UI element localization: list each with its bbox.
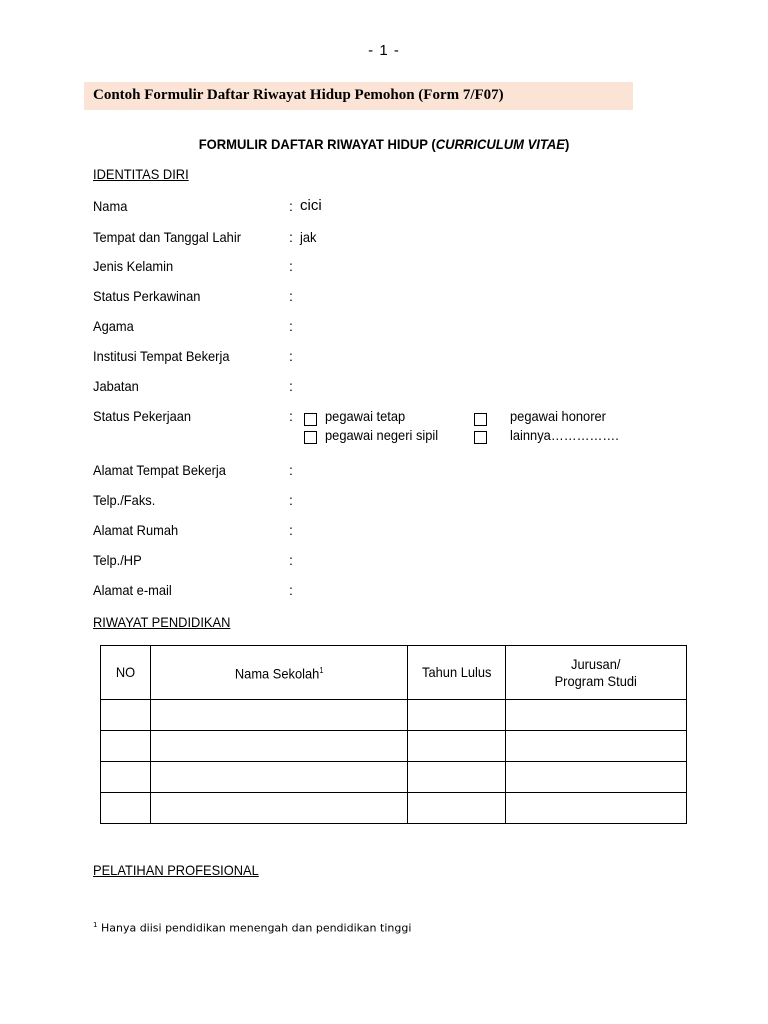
cell-tahun-lulus[interactable] bbox=[408, 700, 506, 731]
table-row bbox=[101, 793, 687, 824]
education-table bbox=[100, 645, 687, 824]
label-alamat-kerja: Alamat Tempat Bekerja bbox=[93, 462, 226, 478]
label-alamat-rumah: Alamat Rumah bbox=[93, 522, 179, 538]
option-pegawai-negeri-sipil: pegawai negeri sipil bbox=[325, 427, 439, 443]
header-tahun-lulus: Tahun Lulus bbox=[408, 646, 506, 700]
checkbox-pegawai-negeri-sipil[interactable] bbox=[304, 431, 317, 444]
cell-tahun-lulus[interactable] bbox=[408, 793, 506, 824]
colon-status-pekerjaan: : bbox=[289, 408, 293, 424]
section-pelatihan-profesional: PELATIHAN PROFESIONAL bbox=[93, 862, 259, 878]
table-row bbox=[101, 762, 687, 793]
header-no: NO bbox=[101, 646, 151, 700]
option-lainnya: lainnya……………. bbox=[510, 427, 619, 443]
value-ttl[interactable]: jak bbox=[300, 229, 317, 245]
label-nama: Nama bbox=[93, 198, 128, 214]
table-row bbox=[101, 700, 687, 731]
label-agama: Agama bbox=[93, 318, 134, 334]
table-header-row bbox=[101, 646, 687, 700]
checkbox-pegawai-honorer[interactable] bbox=[474, 413, 487, 426]
colon-jenis-kelamin: : bbox=[289, 258, 293, 274]
section-riwayat-pendidikan: RIWAYAT PENDIDIKAN bbox=[93, 614, 231, 630]
footnote bbox=[93, 921, 411, 935]
cell-no[interactable] bbox=[101, 700, 151, 731]
cell-no[interactable] bbox=[101, 731, 151, 762]
cell-jurusan[interactable] bbox=[506, 762, 687, 793]
colon-nama: : bbox=[289, 198, 293, 214]
option-pegawai-tetap: pegawai tetap bbox=[325, 408, 406, 424]
header-jurusan: Jurusan/ Program Studi bbox=[506, 646, 687, 700]
form-title-end: ) bbox=[564, 136, 570, 152]
label-telp-faks: Telp./Faks. bbox=[93, 492, 156, 508]
table-row bbox=[101, 731, 687, 762]
colon-institusi: : bbox=[289, 348, 293, 364]
cell-no[interactable] bbox=[101, 762, 151, 793]
form-title bbox=[27, 136, 741, 152]
cell-jurusan[interactable] bbox=[506, 731, 687, 762]
value-nama[interactable]: cici bbox=[300, 197, 322, 214]
section-identitas-diri: IDENTITAS DIRI bbox=[93, 166, 189, 182]
banner-title: Contoh Formulir Daftar Riwayat Hidup Pemohon (Form 7/F07) bbox=[93, 87, 504, 103]
page-number: - 1 - bbox=[368, 42, 400, 59]
cell-jurusan[interactable] bbox=[506, 793, 687, 824]
cell-jurusan[interactable] bbox=[506, 700, 687, 731]
colon-email: : bbox=[289, 582, 293, 598]
footnote-marker: 1 bbox=[93, 921, 98, 929]
checkbox-pegawai-tetap[interactable] bbox=[304, 413, 317, 426]
cell-nama-sekolah[interactable] bbox=[150, 762, 408, 793]
colon-alamat-kerja: : bbox=[289, 462, 293, 478]
colon-telp-faks: : bbox=[289, 492, 293, 508]
form-title-italic: CURRICULUM VITAE bbox=[435, 136, 565, 152]
colon-telp-hp: : bbox=[289, 552, 293, 568]
colon-status-perkawinan: : bbox=[289, 288, 293, 304]
form-title-main: FORMULIR DAFTAR RIWAYAT HIDUP ( bbox=[198, 136, 436, 152]
footnote-ref[interactable]: 1 bbox=[319, 666, 324, 676]
header-nama-sekolah: Nama Sekolah$^1$ bbox=[150, 646, 408, 700]
label-telp-hp: Telp./HP bbox=[93, 552, 142, 568]
colon-jabatan: : bbox=[289, 378, 293, 394]
label-email: Alamat e-mail bbox=[93, 582, 172, 598]
footnote-text: Hanya diisi pendidikan menengah dan pendidikan tinggi bbox=[97, 921, 412, 935]
colon-ttl: : bbox=[289, 229, 293, 245]
cell-nama-sekolah[interactable] bbox=[150, 700, 408, 731]
cell-tahun-lulus[interactable] bbox=[408, 731, 506, 762]
cell-nama-sekolah[interactable] bbox=[150, 731, 408, 762]
label-status-pekerjaan: Status Pekerjaan bbox=[93, 408, 192, 424]
cell-tahun-lulus[interactable] bbox=[408, 762, 506, 793]
checkbox-lainnya[interactable] bbox=[474, 431, 487, 444]
cell-nama-sekolah[interactable] bbox=[150, 793, 408, 824]
cell-no[interactable] bbox=[101, 793, 151, 824]
label-jabatan: Jabatan bbox=[93, 378, 139, 394]
label-jenis-kelamin: Jenis Kelamin bbox=[93, 258, 174, 274]
colon-alamat-rumah: : bbox=[289, 522, 293, 538]
option-pegawai-honorer: pegawai honorer bbox=[510, 408, 606, 424]
label-status-perkawinan: Status Perkawinan bbox=[93, 288, 201, 304]
form-banner bbox=[84, 82, 633, 110]
label-ttl: Tempat dan Tanggal Lahir bbox=[93, 229, 241, 245]
label-institusi: Institusi Tempat Bekerja bbox=[93, 348, 230, 364]
colon-agama: : bbox=[289, 318, 293, 334]
